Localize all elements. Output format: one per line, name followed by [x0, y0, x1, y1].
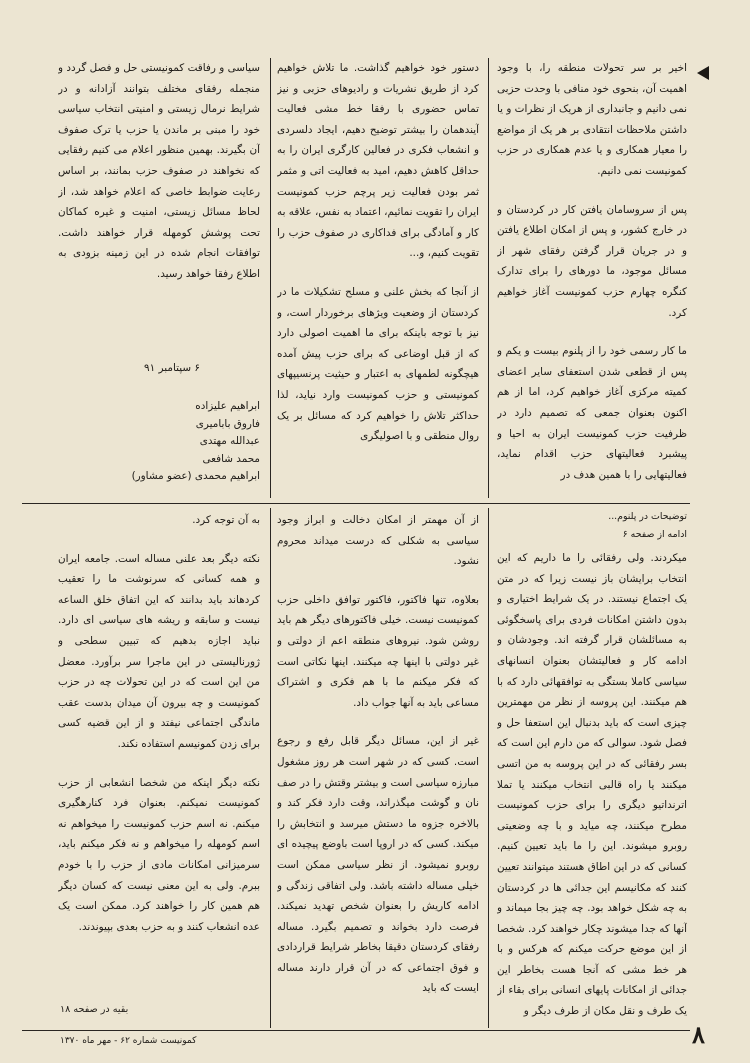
paragraph: غیر از این، مسائل دیگر قابل رفع و رجوع است. کسی که در شهر است هر روز مشغول مبارزه سیاسی است و بیشتر وقتش را در صف نان و گوشت میگذراند، وقت دارد فکر کند و بالاخره جزوه ما دستش میرسد و انتخابش را میکند. کسی که در اروپا است باوضع پیچیده ای روبرو نمیشود. از نظر سیاسی ممکن است خیلی مساله داشته باشد. ولی اتفاقی زندگی و ادامه کاریش را بعنوان شخص تهدید نمیکند. فرصت دارد بخواند و تصمیم بگیرد. مساله رفقای کردستان دقیقا بخاطر شرایط قراردادی و فوق اجتماعی که در آن قرار دارند مساله ایست که باید — [277, 735, 479, 995]
section-divider — [22, 503, 690, 504]
signatory: ابراهیم محمدی (عضو مشاور) — [131, 470, 260, 483]
paragraph: نکته دیگر اینکه من شخصا انشعابی از حزب کمونیست نمیکنم. بعنوان فرد کنارهگیری میکنم. نه اسم حزب کمونیست را میخواهم نه اسم کومهله را میخواهم و نه فکر میکنم باید، سرمیزانی امکانات مادی از حزب را با خودم ببرم. ولی به این معنی نیست که کسان دیگر هم همین کار را خواهند کرد. ممکن است یک عده انشعاب کنند و به حزب بعدی بپیوندند. — [58, 776, 260, 933]
statement-date: ۶ سپتامبر ۹۱ — [144, 362, 200, 374]
column-divider — [488, 58, 489, 498]
continued-from: ادامه از صفحه ۶ — [622, 529, 687, 540]
top-col-right — [497, 58, 687, 498]
paragraph: از آنجا که بخش علنی و مسلح تشکیلات ما در کردستان از وضعیت ویژهای برخوردار است، و نیز با توجه باینکه برای ما اهمیت اصولی دارد که از قبل اوضاعی که برای حزب پیش آمده هیچگونه لطمهای به اعتبار و حیثیت پرنسیپهای کمونیستی و حزب کمونیست وارد نیاید، لذا حداکثر تلاش را خواهیم کرد که مسائل بر یک روال منطقی و با اصولیگری — [277, 285, 479, 443]
article-title: توضیحات در پلنوم... — [608, 511, 687, 522]
paragraph: نکته دیگر بعد علنی مساله است. جامعه ایران و همه کسانی که سرنوشت ما را تعقیب کردهاند باید بدانند که این اتفاق خلق الساعه نیست و سابقه و ریشه های سیاسی ای دارد. نباید اجازه بدهیم که تبیین سطحی و ژورنالیستی در این ماجرا سر برآورد. معضل من این است که در این تحولات چه در حزب کمونیست و چه بیرون آن میدان بدست عقب ماندگی اجتماعی نیفتد و از این قضیه کسی برای زدن کمونیسم استفاده نکند. — [58, 552, 260, 750]
column-divider — [270, 508, 271, 1028]
signatory: ابراهیم علیزاده — [195, 400, 260, 412]
signatories-list — [60, 398, 260, 486]
footer-rule — [22, 1030, 690, 1031]
bottom-col-right — [497, 548, 687, 1018]
paragraph: میکردند. ولی رفقائی را ما داریم که این انتخاب برایشان باز نیست زیرا که در متن یک اجتماع نیستند. در یک شرایط اختیاری و بدون داشتن امکانات فردی برای پاسخگوئی به مسائلشان قرار گرفته اند. وجودشان و ادامه کار و فعالیتشان بعنوان انسانهای سیاسی کاملا بستگی به توافقهائی دارد که با هم میکنند. این پروسه از نظر من مهمترین چیزی است که باید بدنبال این استعفا حل و فصل شود. سوالی که من دارم این است که بسر رفقائی که در این پروسه به من اتسی میکنند یا راه قالبی انتخاب میکنند یا تملا اترنداتیو دیگری را برای حزب کمونیست مطرح میکنند، چه میاید و با چه وضعیتی روبرو میشوند. این را ما باید تعیین کنیم. کسانی که در این اطاق هستند میتوانند تعیین کنند که مکانیسم این جدائی ها در کردستان به چه شکل خواهد بود. چه چیز بجا میماند و آنها که جدا میشوند چکار خواهند کرد. شخصا از این موضع حرکت میکنم که هرکس و با هر خط مشی که آنجا هست بخاطر این جدائی از امکانات پایهای انسانی برای بقاء از یک طرف و نقل مکان از طرف دیگر و — [497, 552, 687, 1018]
signatory: فاروق بابامیری — [195, 417, 260, 430]
top-col-left — [58, 58, 260, 348]
paragraph: اخیر بر سر تحولات منطقه را، با وجود اهمیت آن، بنحوی خود منافی با وحدت حزبی نمی دانیم و جانبداری از هریک از نظرات و یا داشتن ملاحظات انتقادی بر هر یک از مواضع را معیار همکاری و یا عدم همکاری در حزب کمونیست نمی دانیم. — [497, 62, 687, 177]
bottom-col-left — [58, 510, 260, 970]
paragraph: ما کار رسمی خود را از پلنوم بیست و یکم و پس از قطعی شدن استعفای سایر اعضای کمیته مرکزی آغاز خواهیم کرد، اما از هم اکنون بعنوان جمعی که تصمیم دارد در ظرفیت حزب کمونیست ایران به احیا و پیشبرد فعالیتهای حزب اقدام نماید، فعالیتهایی را با همین هدف در — [497, 345, 687, 481]
page-number: ۸ — [692, 1020, 705, 1049]
signatory: عبدالله مهتدی — [199, 435, 260, 448]
issue-line: کمونیست شماره ۶۲ - مهر ماه ۱۳۷۰ — [60, 1036, 197, 1046]
bottom-col-middle — [277, 510, 479, 1018]
top-col-middle — [277, 58, 479, 498]
paragraph: از آن مهمتر از امکان دخالت و ابراز وجود سیاسی به شکلی که درست میداند محروم نشود. — [277, 514, 479, 568]
continued-on: بقیه در صفحه ۱۸ — [60, 1004, 129, 1015]
section-arrow-icon — [697, 66, 709, 80]
bottom-col-right-header — [497, 508, 687, 546]
signatory: محمد شافعی — [202, 452, 260, 465]
column-divider — [488, 508, 489, 1028]
paragraph: به آن توجه کرد. — [192, 514, 260, 526]
paragraph: پس از سروسامان یافتن کار در کردستان و در خارج کشور، و پس از امکان اطلاع یافتن و در جریان قرار گرفتن رفقای شهر از مسائل موجود، ما دورهای را برای تدارک کنگره چهارم حزب کمونیست آغاز خواهیم کرد. — [497, 203, 687, 319]
paragraph: سیاسی و رفاقت کمونیستی حل و فصل گردد و منجمله رفقای مختلف بتوانند آزادانه و در شرایط نرمال زیستی و امنیتی انتخاب سیاسی خود را مبنی بر ماندن یا حزب یا ترک صفوف آن بگیرند. بهمین منظور اعلام می کنیم رفقایی که نخواهند در صفوف حزب بمانند، بر اساس رعایت ضوابط خاصی که اعلام خواهد شد، از لحاظ مسائل زیستی، امنیت و غیره کماکان تحت پوشش کومهله قرار خواهند داشت. توافقات انجام شده در این زمینه بزودی به اطلاع رفقا خواهد رسید. — [58, 62, 260, 280]
column-divider — [270, 58, 271, 498]
paragraph: دستور خود خواهیم گذاشت. ما تلاش خواهیم کرد از طریق نشریات و رادیوهای حزبی و نیز تماس حضوری با رفقا خط مشی فعالیت آیندهمان را بیشتر توضیح دهیم، ایجاد دلسردی و انشعاب فکری در فعالین کارگری ایران را به حداقل کاهش دهیم، امید به فعالیت اتی و مثمر ثمر بودن فعالیت زیر پرچم حزب کمونیست ایران را تقویت نمائیم، اعتماد به نفس، علاقه به کار و آمادگی برای فداکاری در صفوف حزب را تقویت کنیم، و... — [277, 62, 479, 260]
paragraph: بعلاوه، تنها فاکتور، فاکتور توافق داخلی حزب کمونیست نیست. خیلی فاکتورهای دیگر هم باید روشن شود. نیروهای منطقه اعم از دولتی و غیر دولتی با اینها چه میکنند. اینها نکاتی است که فکر میکنم ما با هم فکری و اشتراک مساعی باید به آنها جواب داد. — [277, 593, 479, 709]
